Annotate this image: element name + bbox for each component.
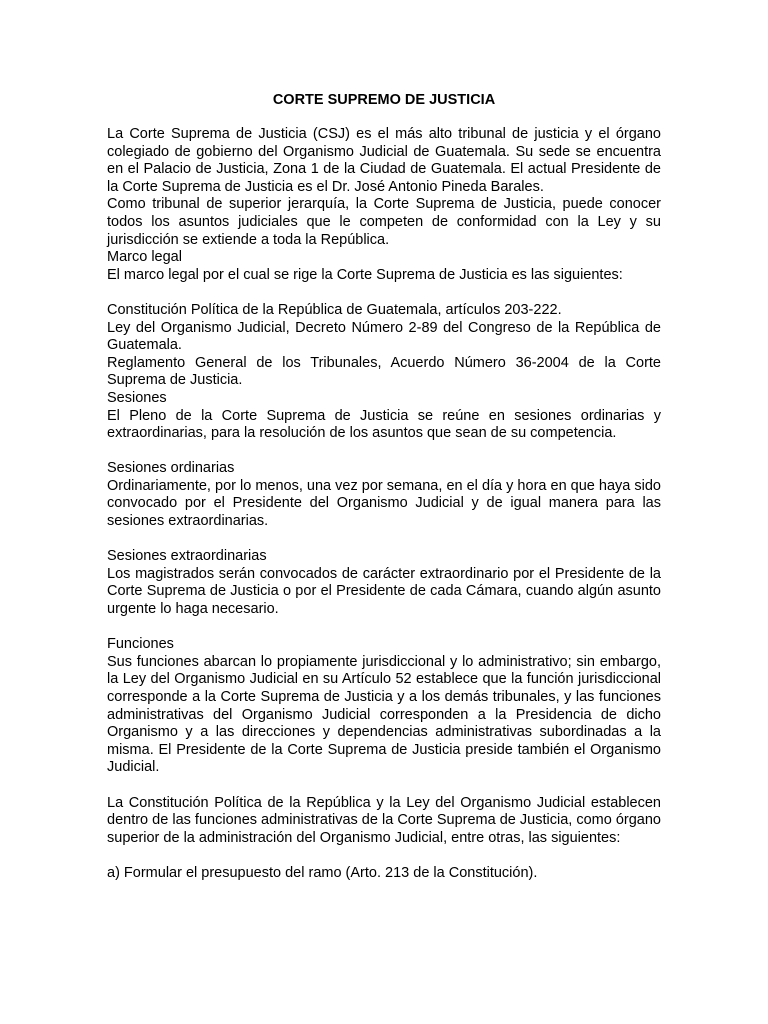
paragraph-funciones-administrativas: La Constitución Política de la República y la Ley del Organismo Judicial establecen dentro de las funciones administrativas de la Corte Suprema de Justicia, como órgano superior de la administración del Organismo Judicial, entre otras, las siguientes:: [107, 794, 661, 846]
heading-marco-legal: Marco legal: [107, 249, 182, 266]
list-item-a: a) Formular el presupuesto del ramo (Arto. 213 de la Constitución).: [107, 864, 538, 881]
paragraph-sesiones-ordinarias: Ordinariamente, por lo menos, una vez por semana, en el día y hora en que haya sido convocado por el Presidente del Organismo Judicial y de igual manera para las sesiones extraordinarias.: [107, 477, 661, 530]
paragraph-jurisdiction: Como tribunal de superior jerarquía, la Corte Suprema de Justicia, puede conocer todos los asuntos judiciales que le competen de conformidad con la Ley y su jurisdicción se extiende a toda la República.: [107, 196, 661, 248]
legal-item-reglamento: Reglamento General de los Tribunales, Acuerdo Número 36-2004 de la Corte Suprema de Justicia.: [107, 354, 661, 389]
heading-sesiones-extraordinarias: Sesiones extraordinarias: [107, 548, 267, 565]
paragraph-sesiones: El Pleno de la Corte Suprema de Justicia se reúne en sesiones ordinarias y extraordinarias, para la resolución de los asuntos que sean de su competencia.: [107, 407, 661, 442]
legal-item-ley-organismo: Ley del Organismo Judicial, Decreto Número 2-89 del Congreso de la República de Guatemala.: [107, 319, 661, 354]
paragraph-funciones: Sus funciones abarcan lo propiamente jurisdiccional y lo administrativo; sin embargo, la Ley del Organismo Judicial en su Artículo 52 establece que la función jurisdiccional corresponde a la Corte Suprema de Justicia y a los demás tribunales, y las funciones administrativas del Organismo Judicial corresponden a la Presidencia de dicho Organismo y a las direcciones y dependencias administrativas subordinadas a la misma. El Presidente de la Corte Suprema de Justicia preside también el Organismo Judicial.: [107, 653, 661, 776]
document-title: CORTE SUPREMO DE JUSTICIA: [272, 92, 496, 108]
spacer: [107, 777, 661, 795]
paragraph-sesiones-extraordinarias: Los magistrados serán convocados de carácter extraordinario por el Presidente de la Corte Suprema de Justicia o por el Presidente de cada Cámara, cuando algún asunto urgente lo haga necesario.: [107, 565, 661, 618]
paragraph-marco-legal: El marco legal por el cual se rige la Corte Suprema de Justicia es las siguientes:: [107, 266, 623, 283]
spacer: [107, 531, 661, 549]
legal-item-constitucion: Constitución Política de la República de Guatemala, artículos 203-222.: [107, 301, 562, 318]
spacer: [107, 443, 661, 461]
heading-sesiones: Sesiones: [107, 389, 167, 406]
spacer: [107, 284, 661, 302]
heading-sesiones-ordinarias: Sesiones ordinarias: [107, 460, 235, 477]
spacer: [107, 847, 661, 865]
heading-funciones: Funciones: [107, 636, 174, 653]
spacer: [107, 619, 661, 637]
paragraph-intro: La Corte Suprema de Justicia (CSJ) es el más alto tribunal de justicia y el órgano colegiado de gobierno del Organismo Judicial de Guatemala. Su sede se encuentra en el Palacio de Justicia, Zona 1 de la Ciudad de Guatemala. El actual Presidente de la Corte Suprema de Justicia es el Dr. José Antonio Pineda Barales.: [107, 126, 661, 195]
document-body: [107, 126, 661, 883]
